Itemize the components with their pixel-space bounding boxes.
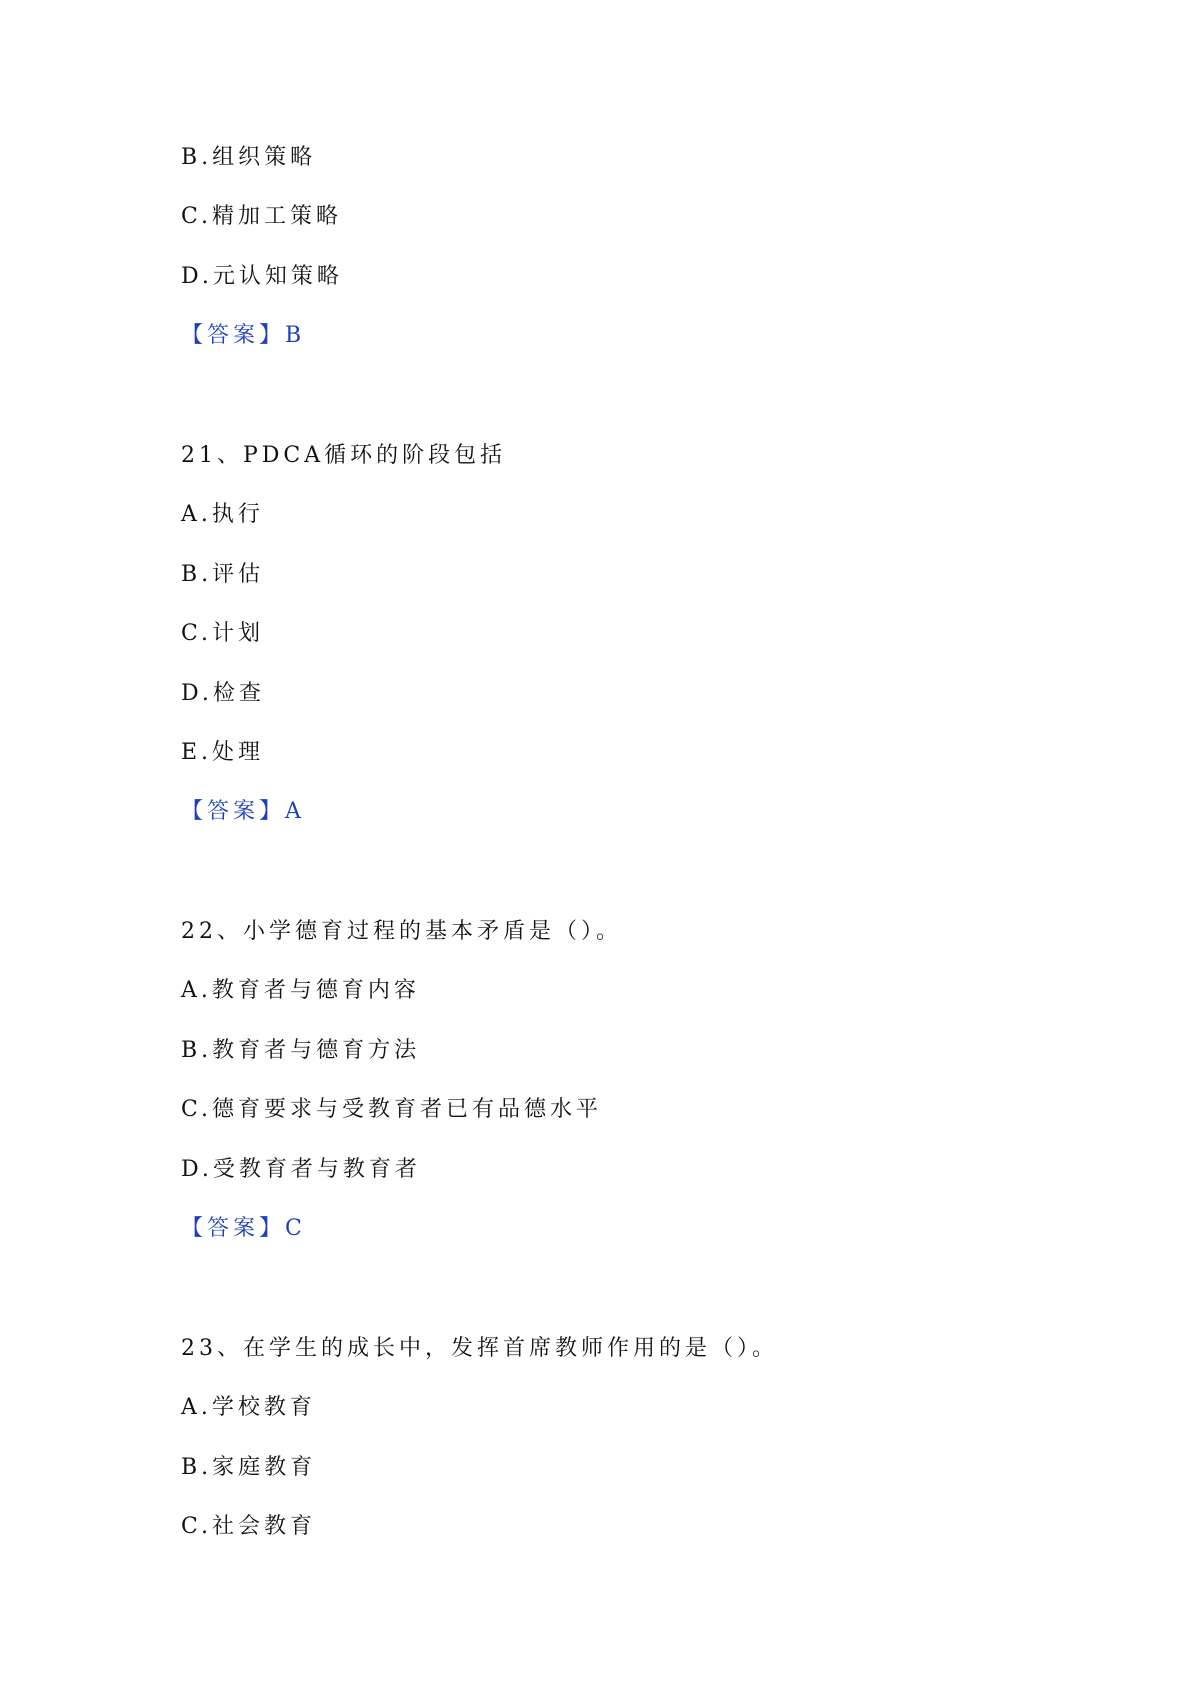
answer-label: 【答案】C xyxy=(181,1216,306,1241)
question-title: 22、小学德育过程的基本矛盾是（）。 xyxy=(181,919,622,944)
option-text: D.检查 xyxy=(181,681,265,706)
option-text: D.元认知策略 xyxy=(181,264,343,289)
option-text: A.执行 xyxy=(181,502,264,527)
option-text: E.处理 xyxy=(181,740,265,765)
question-title: 23、在学生的成长中，发挥首席教师作用的是（）。 xyxy=(181,1336,778,1361)
option-text: A.学校教育 xyxy=(181,1395,316,1420)
question-title: 21、PDCA循环的阶段包括 xyxy=(181,443,507,468)
option-text: C.计划 xyxy=(181,621,265,646)
answer-label: 【答案】A xyxy=(181,799,305,824)
option-text: B.教育者与德育方法 xyxy=(181,1038,421,1063)
option-text: D.受教育者与教育者 xyxy=(181,1157,421,1182)
option-text: C.德育要求与受教育者已有品德水平 xyxy=(181,1097,603,1122)
option-text: C.社会教育 xyxy=(181,1514,317,1539)
option-text: B.评估 xyxy=(181,562,265,587)
option-text: B.组织策略 xyxy=(181,145,317,170)
option-text: B.家庭教育 xyxy=(181,1455,317,1480)
answer-label: 【答案】B xyxy=(181,323,306,348)
option-text: C.精加工策略 xyxy=(181,204,343,229)
option-text: A.教育者与德育内容 xyxy=(181,978,420,1003)
